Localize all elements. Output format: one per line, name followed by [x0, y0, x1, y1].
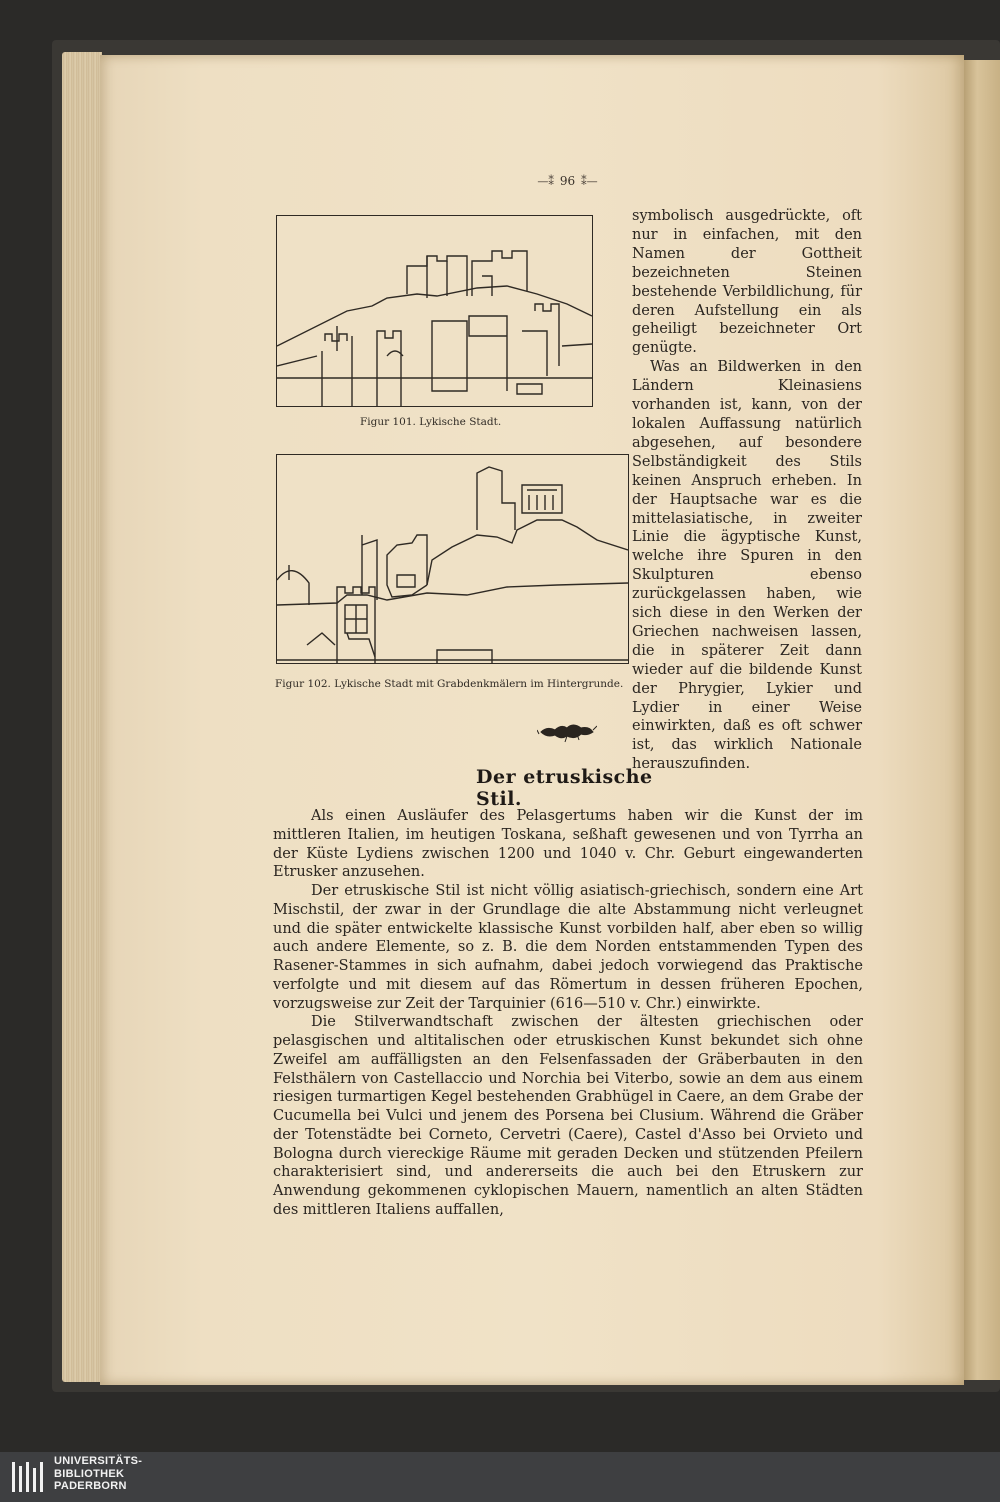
- figure-101-caption: Figur 101. Lykische Stadt.: [360, 416, 502, 428]
- library-name: [54, 1455, 142, 1493]
- library-logo-icon: [8, 1456, 50, 1498]
- library-name-line: PADERBORN: [54, 1480, 127, 1492]
- library-name-line: BIBLIOTHEK: [54, 1467, 125, 1480]
- body-text: [273, 807, 863, 1220]
- page-number: 96: [559, 174, 576, 188]
- library-footer: [0, 1452, 1000, 1502]
- right-column-text: [632, 207, 862, 774]
- page-header: [520, 171, 615, 191]
- figure-102-caption: Figur 102. Lykische Stadt mit Grabdenkmälern im Hintergrunde.: [275, 678, 624, 690]
- figure-101-drawing: [277, 216, 592, 406]
- header-ornament-left: —⁑: [537, 174, 554, 188]
- paragraph: Was an Bildwerken in den Ländern Kleinasiens vorhanden ist, kann, von der lokalen Auffassung natürlich abgesehen, auf besondere Selbständigkeit des Stils keinen Anspruch erheben. In der Hauptsache war es die mittelasiatische, in zweiter Linie die ägyptische Kunst, welche ihre Spuren in den Skulpturen ebenso zurückgelassen haben, wie sich diese in den Werken der Griechen nachweisen lassen, die in späterer Zeit dann wieder auf die bildende Kunst der Phrygier, Lykier und Lydier in einer Weise einwirkten, daß es oft schwer ist, das wirklich Nationale herauszufinden.: [632, 359, 862, 773]
- page-edges-left: [62, 52, 102, 1382]
- figure-101-lycian-city: [276, 215, 593, 407]
- library-name-line: UNIVERSITÄTS-: [54, 1455, 143, 1467]
- paragraph: Der etruskische Stil ist nicht völlig asiatisch-griechisch, sondern eine Art Mischstil, der zwar in der Grundlage die alte Abstammung nicht verleugnet und die später entwickelte klassische Kunst vorbilden half, aber eben so willig auch andere Elemente, so z. B. die dem Norden entstammenden Typen des Rasener-Stammes in sich aufnahm, dabei jedoch vorwiegend das Praktische verfolgte und mit diesem auf das Römertum in dessen früheren Epochen, vorzugsweise zur Zeit der Tarquinier (616—510 v. Chr.) einwirkte.: [273, 883, 863, 1012]
- dragon-vignette-icon: [537, 720, 597, 744]
- figure-102-drawing: [277, 455, 628, 663]
- paragraph: Die Stilverwandtschaft zwischen der ältesten griechischen oder pelasgischen und altitalischen oder etruskischen Kunst bekundet sich ohne Zweifel am auffälligsten an den Felsenfassaden der Gräberbauten in den Felsthälern von Castellaccio und Norchia bei Viterbo, sowie an dem aus einem riesigen turmartigen Kegel bestehenden Grabhügel in Caere, an dem Grabe der Cucumella bei Vulci und jenem des Porsena bei Clusium. Während die Gräber der Totenstädte bei Corneto, Cervetri (Caere), Castel d'Asso bei Orvieto und Bologna durch viereckige Räume mit geraden Decken und stützenden Pfeilern charakterisiert sind, und andererseits die auch bei den Etruskern zur Anwendung gekommenen cyklopischen Mauern, namentlich an alten Städten des mittleren Italiens auffallen,: [273, 1014, 863, 1218]
- paragraph: Als einen Ausläufer des Pelasgertums haben wir die Kunst der im mittleren Italien, im heutigen Toskana, seßhaft gewesenen und von Tyrrha an der Küste Lydiens zwischen 1200 und 1040 v. Chr. Geburt eingewanderten Etrusker anzusehen.: [273, 808, 863, 881]
- header-ornament-right: ⁑—: [581, 174, 598, 188]
- page-edges-right: [962, 60, 1000, 1380]
- section-heading: Der etruskische Stil.: [476, 766, 653, 810]
- paragraph: symbolisch ausgedrückte, oft nur in einfachen, mit den Namen der Gottheit bezeichneten Steinen bestehende Verbildlichung, für deren Aufstellung ein als geheiligt bezeichneter Ort genügte.: [632, 208, 862, 357]
- figure-102-lycian-city-tombs: [276, 454, 629, 664]
